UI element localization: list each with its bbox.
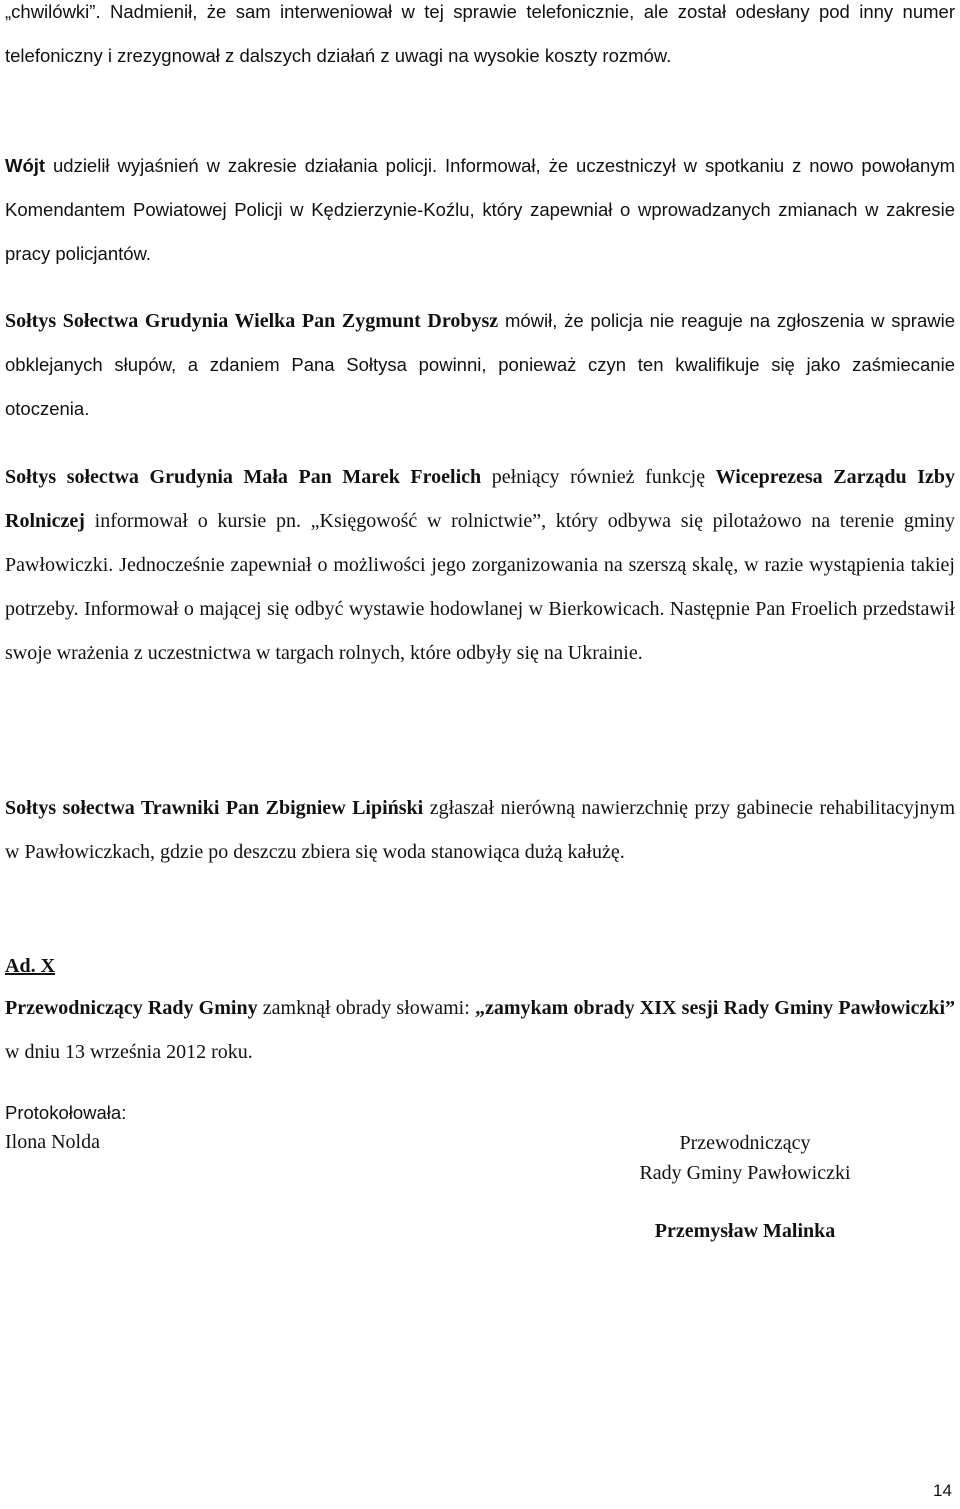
paragraph-text: informował o kursie pn. „Księgowość w rolnictwie”, który odbywa się pilotażowo na terenie gminy Pawłowiczki. Jednocześnie zapewniał o możliwości jego zorganizowania na szerszą skalę, w razie wystąpienia takiej potrzeby. Informował o mającej się odbyć wystawie hodowlanej w Bierkowicach. Następnie Pan Froelich przedstawił swoje wrażenia z uczestnictwa w targach rolnych, które odbyły się na Ukrainie.: [5, 510, 955, 664]
speaker-name: Sołtys sołectwa Trawniki Pan Zbigniew Lipiński: [5, 797, 424, 819]
paragraph-text: pełniący również funkcję: [481, 466, 716, 488]
paragraph-soltys-lipinski: [5, 786, 955, 874]
paragraph-soltys-drobysz: [5, 299, 955, 431]
paragraph-chwilowki: [5, 0, 955, 78]
minutes-taker-name: Ilona Nolda: [5, 1131, 100, 1153]
document-page: [5, 0, 955, 1509]
speaker-name: Przewodniczący Rady Gminy: [5, 997, 258, 1019]
page-number: 14: [933, 1481, 952, 1500]
paragraph-text: „chwilówki”. Nadmienił, że sam interweniował w tej sprawie telefonicznie, ale został odesłany pod inny numer telefoniczny i zrezygnował z dalszych działań z uwagi na wysokie koszty rozmów.: [5, 1, 955, 66]
paragraph-wojt: [5, 144, 955, 276]
speaker-name: Sołtys sołectwa Grudynia Mała Pan Marek Froelich: [5, 466, 482, 488]
paragraph-text: zgłaszał nierówną nawierzchnię przy gabinecie rehabilitacyjnym w Pawłowiczkach, gdzie po deszczu zbiera się woda stanowiąca dużą kałużę.: [5, 797, 956, 863]
chairman-title: Przewodniczący: [679, 1132, 811, 1154]
speaker-name: Sołtys Sołectwa Grudynia Wielka Pan Zygmunt Drobysz: [5, 310, 499, 332]
chairman-council: Rady Gminy Pawłowiczki: [639, 1162, 851, 1184]
speaker-name: Wójt: [5, 155, 46, 176]
chairman-signature-block: [605, 1128, 885, 1246]
paragraph-closing: [5, 986, 955, 1074]
paragraph-text: w dniu 13 września 2012 roku.: [5, 1041, 253, 1063]
paragraph-soltys-froelich: [5, 455, 955, 675]
speaker-role: Wiceprezesa Zarządu Izby Rolniczej: [5, 466, 955, 532]
paragraph-text: mówił, że policja nie reaguje na zgłoszenia w sprawie obklejanych słupów, a zdaniem Pana Sołtysa powinni, ponieważ czyn ten kwalifikuje się jako zaśmiecanie otoczenia.: [5, 310, 955, 419]
closing-quote: „zamykam obrady XIX sesji Rady Gminy Pawłowiczki”: [474, 997, 956, 1019]
minutes-taker-label: Protokołowała:: [5, 1102, 127, 1123]
paragraph-text: udzielił wyjaśnień w zakresie działania policji. Informował, że uczestniczył w spotkaniu z nowo powołanym Komendantem Powiatowej Policji w Kędzierzynie-Koźlu, który zapewniał o wprowadzanych zmianach w zakresie pracy policjantów.: [5, 155, 955, 264]
section-heading: Ad. X: [5, 955, 56, 977]
paragraph-text: zamknął obrady słowami:: [257, 997, 475, 1019]
chairman-name: Przemysław Malinka: [654, 1220, 836, 1242]
